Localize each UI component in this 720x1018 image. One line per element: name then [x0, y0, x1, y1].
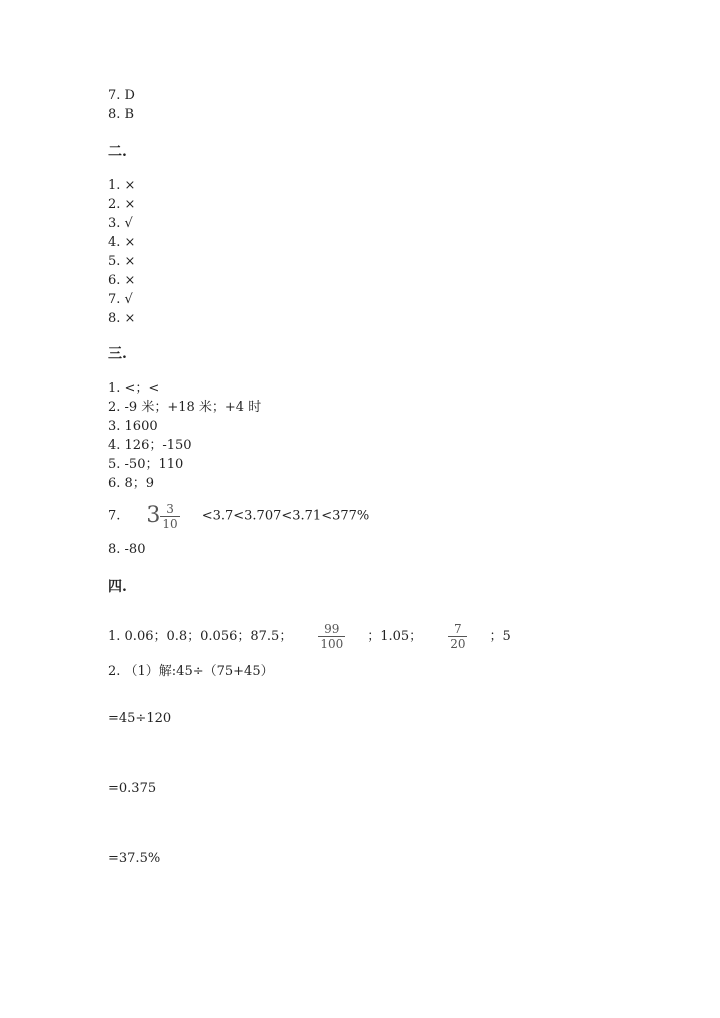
answer-7: 7. D	[108, 88, 135, 103]
s4-answer-2-step-1: 2. （1）解:45÷（75+45）	[108, 664, 274, 679]
fraction-7-20	[448, 622, 467, 651]
mixed-number-whole: 3	[146, 503, 161, 528]
s2-answer-3: 3. √	[108, 216, 133, 231]
section-4-heading: 四.	[108, 579, 127, 595]
s4-answer-1-suffix: ；5	[489, 629, 511, 644]
fraction-denominator: 20	[450, 637, 466, 651]
s3-answer-7	[108, 500, 369, 533]
mixed-number-fraction	[160, 502, 179, 531]
s3-answer-8: 8. -80	[108, 542, 146, 557]
s4-answer-1	[108, 619, 511, 655]
s4-answer-1-prefix: 1. 0.06；0.8；0.056；87.5；	[108, 629, 293, 644]
s3-answer-2: 2. -9 米；+18 米；+4 时	[108, 400, 262, 415]
fraction-denominator: 100	[320, 637, 344, 651]
s2-answer-2: 2. ×	[108, 197, 136, 212]
s3-answer-1: 1. <；<	[108, 381, 160, 396]
section-2-heading: 二.	[108, 144, 127, 160]
s2-answer-7: 7. √	[108, 292, 133, 307]
s2-answer-1: 1. ×	[108, 178, 136, 193]
s3-answer-3: 3. 1600	[108, 419, 158, 434]
s3-answer-5: 5. -50；110	[108, 457, 184, 472]
fraction-numerator: 99	[324, 622, 340, 636]
section-3-heading: 三.	[108, 346, 127, 362]
fraction-99-100	[318, 622, 345, 651]
fraction-denominator: 10	[162, 516, 178, 531]
s4-answer-2-step-2: =45÷120	[108, 711, 172, 726]
s2-answer-4: 4. ×	[108, 235, 136, 250]
s4-answer-1-middle: ；1.05；	[367, 629, 423, 644]
answer-8: 8. B	[108, 107, 135, 122]
s2-answer-6: 6. ×	[108, 273, 136, 288]
s3-answer-6: 6. 8；9	[108, 476, 155, 491]
s2-answer-5: 5. ×	[108, 254, 136, 269]
s2-answer-8: 8. ×	[108, 311, 136, 326]
s3-answer-7-label: 7.	[108, 508, 121, 524]
s3-answer-7-comparison: <3.7<3.707<3.71<377%	[201, 508, 370, 524]
s4-answer-2-step-4: =37.5%	[108, 851, 161, 866]
fraction-numerator: 3	[166, 501, 174, 516]
s3-answer-4: 4. 126；-150	[108, 438, 192, 453]
s4-answer-2-step-3: =0.375	[108, 781, 157, 796]
fraction-numerator: 7	[454, 622, 462, 636]
